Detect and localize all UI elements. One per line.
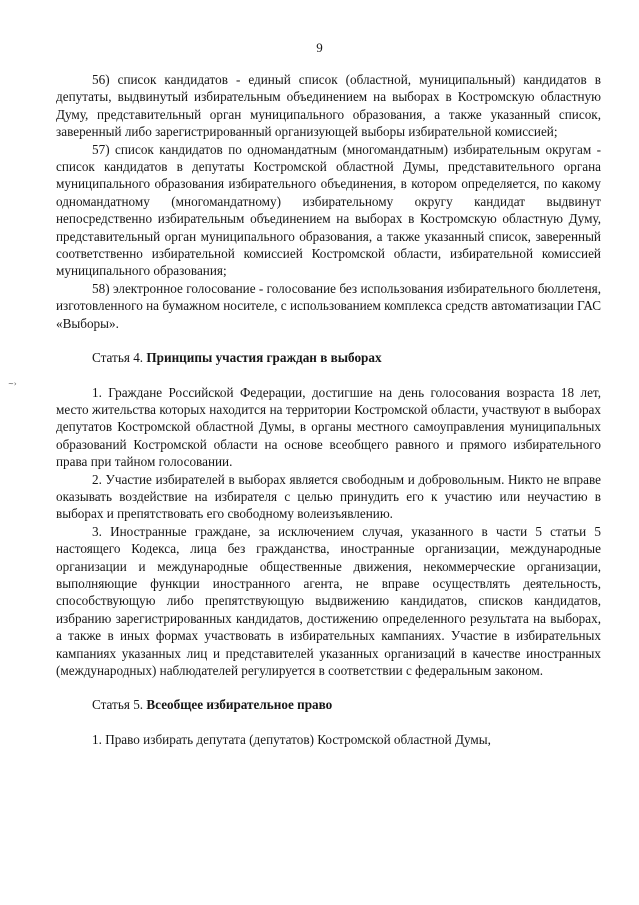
page-number: 9 <box>316 40 323 55</box>
paragraph-56: 56) список кандидатов - единый список (областной, муниципальный) кандидатов в депутаты, выдвинутый избирательным объединением на выборах в Костромскую областную Думу, представительный орган муниципального образования, а также указанный список, заверенный либо зарегистрированный организующей выборы избирательной комиссией; <box>56 72 601 140</box>
article-4-part-3: 3. Иностранные граждане, за исключением случая, указанного в части 5 статьи 5 настоящего Кодекса, лица без гражданства, иностранные организации, международные организации и международные общественные движения, некоммерческие организации, выполняющие функции иностранного агента, не вправе осуществлять деятельность, способствующую либо препятствующую выдвижению кандидатов, списков кандидатов, избранию зарегистрированных кандидатов, достижению определенного результата на выборах, а также в иных формах участвовать в избирательных кампаниях. Участие в избирательных кампаниях указанных лиц и представителей указанных организаций в качестве иностранных (международных) наблюдателей регулируется в соответствии с федеральным законом. <box>56 523 601 678</box>
article-4-part-2: 2. Участие избирателей в выборах является свободным и добровольным. Никто не вправе оказывать воздействие на избирателя с целью принудить его к участию или неучастию в выборах и препятствовать его свободному волеизъявлению. <box>56 471 601 522</box>
article-5-part-1: 1. Право избирать депутата (депутатов) Костромской областной Думы, <box>92 731 491 747</box>
margin-mark-icon: ~› <box>8 380 17 388</box>
article-4-prefix: Статья 4. <box>92 350 147 366</box>
article-4-title: Принципы участия граждан в выборах <box>146 350 382 366</box>
article-4-part-1: 1. Граждане Российской Федерации, достигшие на день голосования возраста 18 лет, место жительства которых находится на территории Костромской области, участвуют в выборах депутатов Костромской областной Думы, в органы местного самоуправления муниципальных образований Костромской области на основе всеобщего равного и прямого избирательного права при тайном голосовании. <box>56 384 601 470</box>
document-body <box>56 71 601 748</box>
article-5-prefix: Статья 5. <box>92 697 147 713</box>
paragraph-58: 58) электронное голосование - голосование без использования избирательного бюллетеня, изготовленного на бумажном носителе, с использованием комплекса средств автоматизации ГАС «Выборы». <box>56 280 601 331</box>
article-5-title: Всеобщее избирательное право <box>146 697 333 713</box>
article-4-heading <box>56 349 601 366</box>
article-5-heading <box>56 696 601 713</box>
paragraph-57: 57) список кандидатов по одномандатным (многомандатным) избирательным округам - список кандидатов в депутаты Костромской областной Думы, представительного органа муниципального образования избирательного объединения, в котором определяется, по какому одномандатному (многомандатному) избирательному округу кандидат выдвинут непосредственно избирательным объединением на выборах в Костромскую областную Думу, представительный орган муниципального образования, а также указанный список, заверенный соответственно избирательной комиссией Костромской области, избирательной комиссией муниципального образования; <box>56 141 601 279</box>
